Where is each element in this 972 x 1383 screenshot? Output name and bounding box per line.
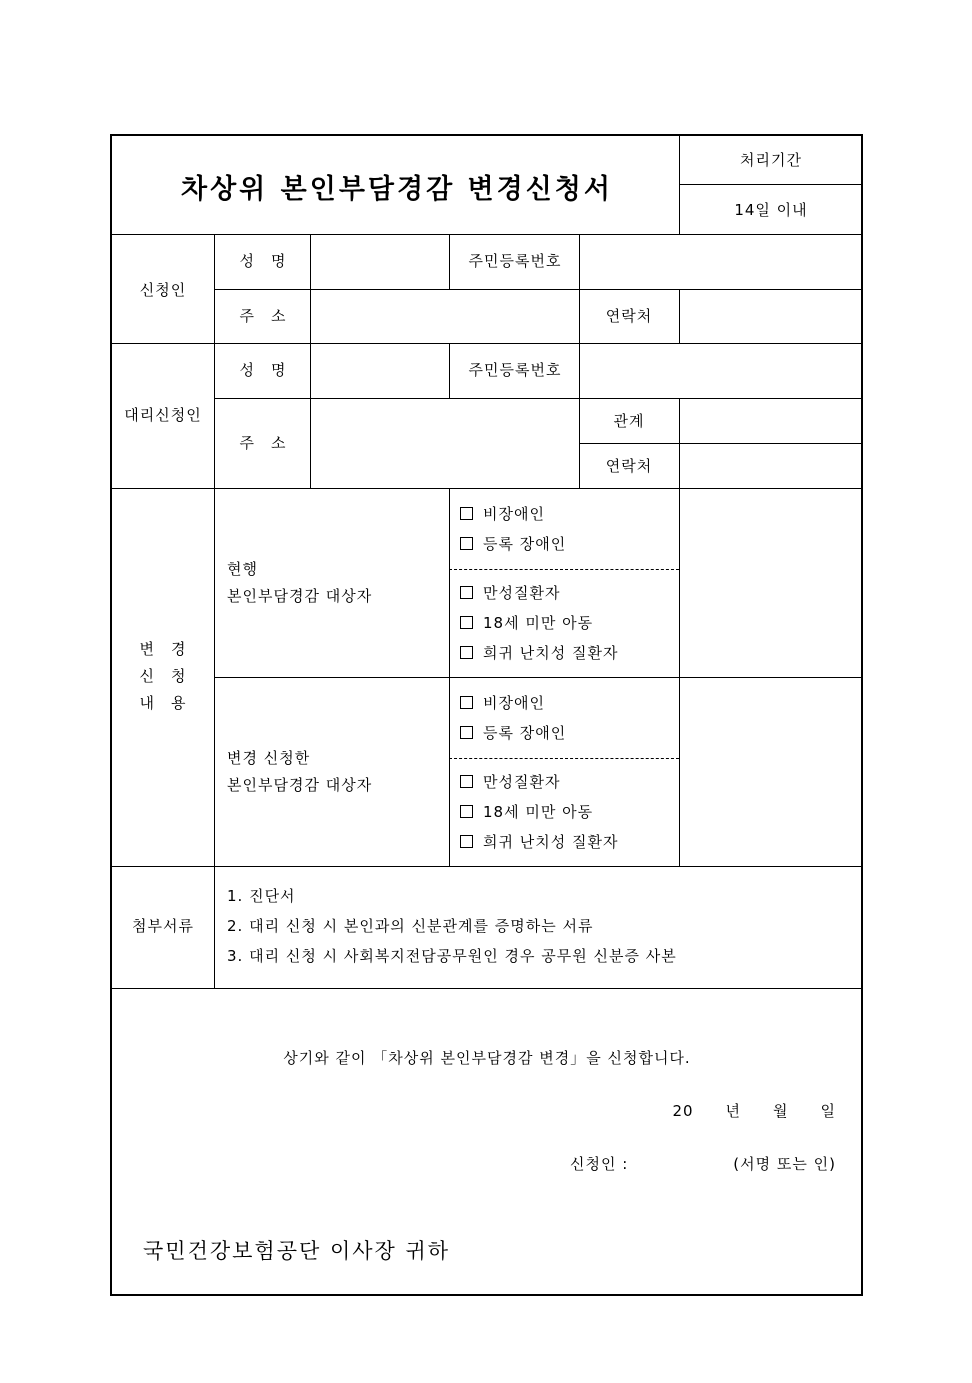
proxy-name-field[interactable] <box>311 344 449 398</box>
requested-target-label-line2: 본인부담경감 대상자 <box>227 776 373 794</box>
signature-note: (서명 또는 인) <box>733 1155 836 1173</box>
requested-option-4[interactable]: 18세 미만 아동 <box>460 803 593 821</box>
rule <box>111 866 862 867</box>
requested-target-label-line1: 변경 신청한 <box>227 749 311 767</box>
processing-period-value: 14일 이내 <box>734 201 808 219</box>
checkbox-icon[interactable] <box>460 616 473 629</box>
rule <box>111 988 862 989</box>
requested-option-5[interactable]: 희귀 난치성 질환자 <box>460 833 618 851</box>
applicant-address-field[interactable] <box>311 290 579 343</box>
applicant-rrn-field[interactable] <box>580 235 862 289</box>
attachment-item-3: 3. 대리 신청 시 사회복지전담공무원인 경우 공무원 신분증 사본 <box>227 947 677 965</box>
rule <box>579 398 580 488</box>
rule <box>111 488 862 489</box>
applicant-name-label: 성 명 <box>239 252 287 270</box>
processing-period-label: 처리기간 <box>740 151 802 169</box>
change-section-label-line3: 내 용 <box>139 694 187 712</box>
rule <box>449 343 450 399</box>
signer-name-field[interactable] <box>640 1150 720 1178</box>
requested-option-1[interactable]: 비장애인 <box>460 694 545 712</box>
dashed-rule <box>449 758 679 759</box>
applicant-address-label: 주 소 <box>239 307 287 325</box>
requested-option-3[interactable]: 만성질환자 <box>460 773 560 791</box>
rule <box>579 289 580 344</box>
proxy-contact-field[interactable] <box>680 444 862 488</box>
checkbox-icon[interactable] <box>460 696 473 709</box>
declaration-statement: 상기와 같이 「차상위 본인부담경감 변경」을 신청합니다. <box>283 1049 691 1067</box>
form-title: 차상위 본인부담경감 변경신청서 <box>181 174 613 205</box>
change-section-label-line2: 신 청 <box>139 667 187 685</box>
proxy-name-label: 성 명 <box>239 361 287 379</box>
attachment-item-1: 1. 진단서 <box>227 887 296 905</box>
proxy-section-label: 대리신청인 <box>124 406 202 424</box>
rule <box>214 677 862 678</box>
checkbox-icon[interactable] <box>460 586 473 599</box>
checkbox-icon[interactable] <box>460 507 473 520</box>
proxy-contact-label: 연락처 <box>605 457 653 475</box>
current-option-2[interactable]: 등록 장애인 <box>460 535 566 553</box>
proxy-address-label: 주 소 <box>239 434 287 452</box>
rule <box>679 184 862 185</box>
rule <box>449 488 450 866</box>
checkbox-icon[interactable] <box>460 646 473 659</box>
date-line: 20 년 월 일 <box>672 1102 836 1120</box>
proxy-relation-label: 관계 <box>613 412 645 430</box>
checkbox-icon[interactable] <box>460 726 473 739</box>
current-target-label-line1: 현행 <box>227 560 258 578</box>
proxy-rrn-label: 주민등록번호 <box>468 361 562 379</box>
proxy-rrn-field[interactable] <box>580 344 862 398</box>
attachment-item-2: 2. 대리 신청 시 본인과의 신분관계를 증명하는 서류 <box>227 917 594 935</box>
rule <box>679 488 680 866</box>
addressee: 국민건강보험공단 이사장 귀하 <box>143 1239 451 1263</box>
applicant-section-label: 신청인 <box>139 281 187 299</box>
proxy-address-field[interactable] <box>311 399 579 488</box>
applicant-contact-field[interactable] <box>680 290 862 343</box>
change-section-label-line1: 변 경 <box>139 640 187 658</box>
requested-option-2[interactable]: 등록 장애인 <box>460 724 566 742</box>
dashed-rule <box>449 569 679 570</box>
checkbox-icon[interactable] <box>460 835 473 848</box>
current-option-5[interactable]: 희귀 난치성 질환자 <box>460 644 618 662</box>
current-target-label-line2: 본인부담경감 대상자 <box>227 587 373 605</box>
attachments-section-label: 첨부서류 <box>132 917 194 935</box>
current-option-1[interactable]: 비장애인 <box>460 505 545 523</box>
current-option-4[interactable]: 18세 미만 아동 <box>460 614 593 632</box>
applicant-name-field[interactable] <box>311 235 449 289</box>
proxy-relation-field[interactable] <box>680 399 862 443</box>
checkbox-icon[interactable] <box>460 537 473 550</box>
rule <box>679 135 680 235</box>
applicant-contact-label: 연락처 <box>605 307 653 325</box>
rule <box>449 234 450 290</box>
current-option-3[interactable]: 만성질환자 <box>460 584 560 602</box>
checkbox-icon[interactable] <box>460 775 473 788</box>
signer-label: 신청인 : <box>570 1155 629 1173</box>
rule <box>214 234 215 988</box>
applicant-rrn-label: 주민등록번호 <box>468 252 562 270</box>
checkbox-icon[interactable] <box>460 805 473 818</box>
